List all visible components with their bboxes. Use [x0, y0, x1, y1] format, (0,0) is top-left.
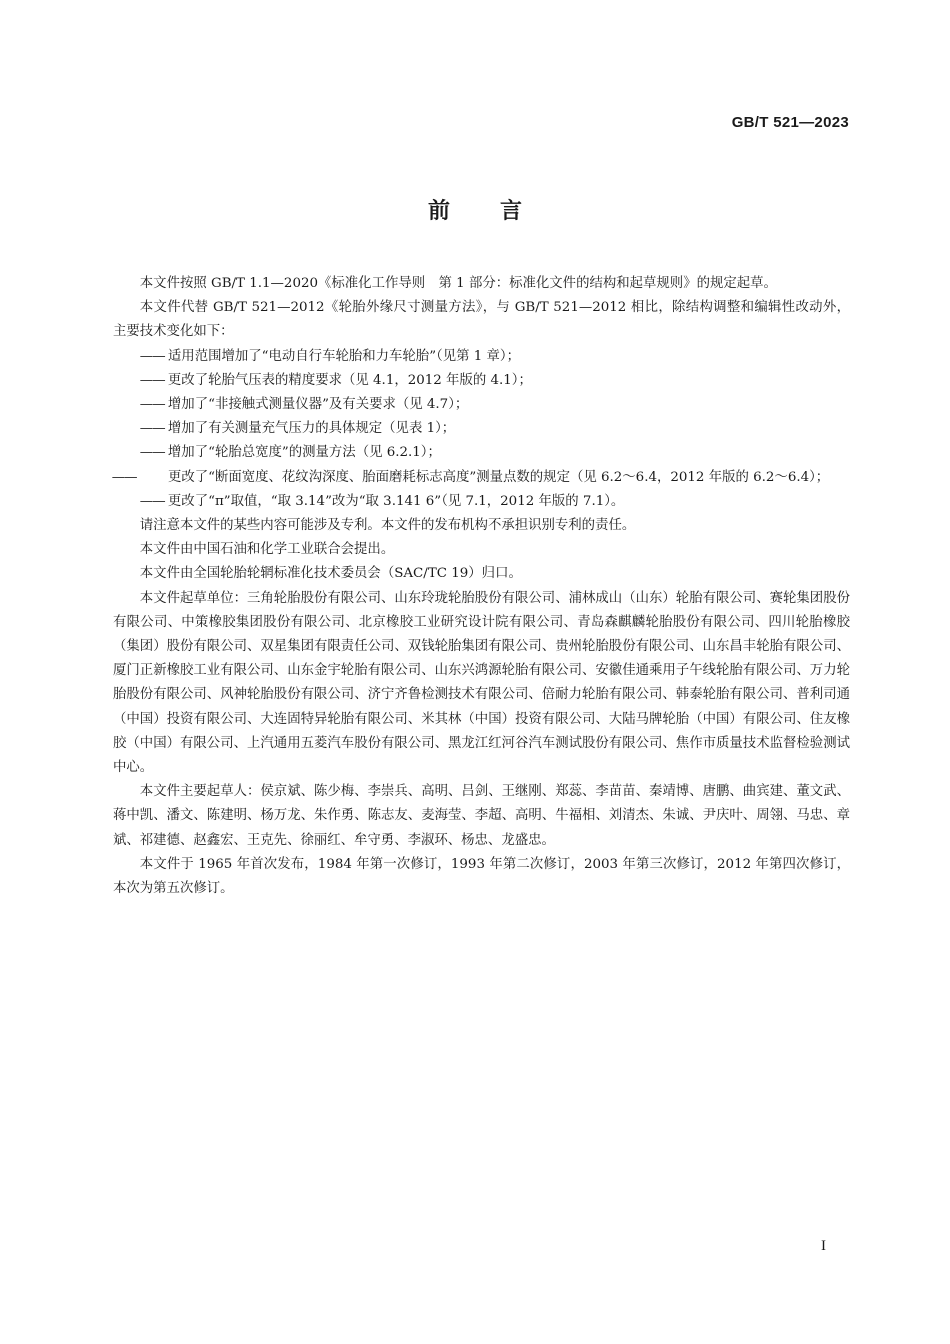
paragraph-committee: 本文件由全国轮胎轮辋标准化技术委员会（SAC/TC 19）归口。: [139, 566, 522, 582]
list-dash: ——: [139, 348, 165, 364]
list-dash: ——: [111, 469, 137, 485]
paragraph-drafting-rules: 本文件按照 GB/T 1.1—2020《标准化工作导则 第 1 部分：标准化文件的结构和起草规则》的规定起草。: [139, 276, 777, 291]
page-title-char-2: 言: [500, 199, 523, 224]
paragraph-history: 本文件于 1965 年首次发布，1984 年第一次修订，1993 年第二次修订，2003 年第三次修订，2012 年第四次修订，本次为第五次修订。: [113, 856, 850, 897]
change-item: —— 增加了有关测量充气压力的具体规定（见表 1）；: [113, 417, 850, 441]
change-item: —— 更改了“π”取值，“取 3.14”改为“取 3.141 6”（见 7.1，2012 年版的 7.1）。: [113, 490, 850, 514]
list-dash: ——: [139, 445, 165, 461]
paragraph-drafters: 本文件主要起草人：侯京斌、陈少梅、李崇兵、高明、吕剑、王继刚、郑蕊、李苗苗、秦靖博、唐鹏、曲宾建、董文武、蒋中凯、潘文、陈建明、杨万龙、朱作勇、陈志友、麦海莹、李超、高明、牛福相、刘清杰、朱诚、尹庆叶、周翎、马忠、章斌、祁建德、赵鑫宏、王克先、徐丽红、牟守勇、李淑环、杨忠、龙盛忠。: [113, 784, 850, 848]
paragraph-patent-notice: 请注意本文件的某些内容可能涉及专利。本文件的发布机构不承担识别专利的责任。: [139, 518, 636, 534]
change-item: —— 增加了“轮胎总宽度”的测量方法（见 6.2.1）；: [113, 441, 850, 465]
change-item: —— 更改了“断面宽度、花纹沟深度、胎面磨耗标志高度”测量点数的规定（见 6.2～6.4，2012 年版的 6.2～6.4）；: [113, 466, 850, 490]
page-title-char-1: 前: [427, 199, 450, 224]
paragraph-proposer: 本文件由中国石油和化学工业联合会提出。: [139, 542, 395, 558]
standard-number: GB/T 521—2023: [731, 114, 849, 131]
page-number: I: [821, 1238, 826, 1254]
paragraph-replacement: 本文件代替 GB/T 521—2012《轮胎外缘尺寸测量方法》，与 GB/T 521—2012 相比，除结构调整和编辑性改动外，主要技术变化如下：: [113, 300, 850, 340]
list-dash: ——: [139, 397, 165, 413]
change-item: —— 更改了轮胎气压表的精度要求（见 4.1，2012 年版的 4.1）；: [113, 369, 850, 393]
list-dash: ——: [139, 372, 165, 388]
change-item: —— 适用范围增加了“电动自行车轮胎和力车轮胎”（见第 1 章）；: [113, 345, 850, 369]
change-item: —— 增加了“非接触式测量仪器”及有关要求（见 4.7）；: [113, 393, 850, 417]
foreword-body: [113, 272, 850, 901]
list-dash: ——: [139, 493, 165, 509]
list-dash: ——: [139, 421, 165, 437]
paragraph-drafting-units: 本文件起草单位：三角轮胎股份有限公司、山东玲珑轮胎股份有限公司、浦林成山（山东）轮胎有限公司、赛轮集团股份有限公司、中策橡胶集团股份有限公司、北京橡胶工业研究设计院有限公司、青岛森麒麟轮胎股份有限公司、四川轮胎橡胶（集团）股份有限公司、双星集团有限责任公司、双钱轮胎集团有限公司、贵州轮胎股份有限公司、山东昌丰轮胎有限公司、厦门正新橡胶工业有限公司、山东金宇轮胎有限公司、山东兴鸿源轮胎有限公司、安徽佳通乘用子午线轮胎有限公司、万力轮胎股份有限公司、风神轮胎股份有限公司、济宁齐鲁检测技术有限公司、倍耐力轮胎有限公司、韩泰轮胎有限公司、普利司通（中国）投资有限公司、大连固特异轮胎有限公司、米其林（中国）投资有限公司、大陆马牌轮胎（中国）有限公司、住友橡胶（中国）有限公司、上汽通用五菱汽车股份有限公司、黑龙江红河谷汽车测试股份有限公司、焦作市质量技术监督检验测试中心。: [113, 590, 850, 776]
page-title: [0, 194, 950, 225]
